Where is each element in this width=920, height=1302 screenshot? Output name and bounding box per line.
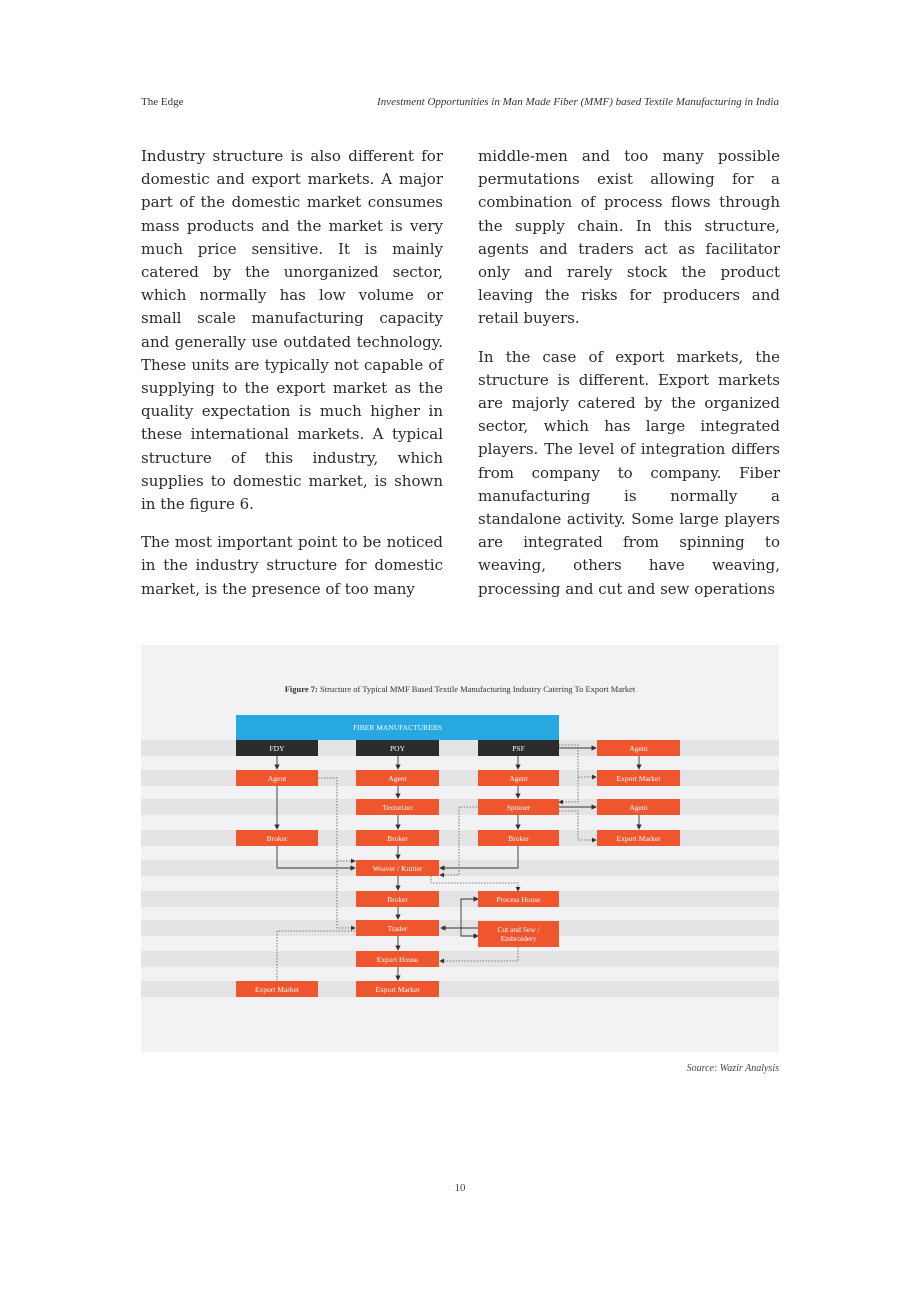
poy-broker-box: Broker <box>356 830 439 846</box>
right-paragraph-1: middle-men and too many possible permutations exist allowing for a combination of process flows through the supply chain. In this structure, agents and traders act as facilitator only and rarely stock the product leaving the risks for producers and retail buyers. <box>478 147 780 328</box>
trader-box: Trader <box>356 920 439 936</box>
figure-7 <box>141 645 779 1052</box>
fdy-agent-box: Agent <box>236 770 318 786</box>
page-number: 10 <box>454 1182 466 1194</box>
right-agent-1-box: Agent <box>597 740 680 756</box>
left-paragraph-1: Industry structure is also different for domestic and export markets. A major part of the domestic market consumes mass products and the market is very much price sensitive. It is mainly catered by the unorganized sector, which normally has low volume or small scale manufacturing capacity and generally use outdated technology. These units are typically not capable of supplying to the export market as the quality expectation is much higher in these international markets. A typical structure of this industry, which supplies to domestic market, is shown in the figure 6. <box>141 147 443 514</box>
fiber-manufacturers-box: FIBER MANUFACTURERS <box>236 715 559 740</box>
mid-broker-box: Broker <box>356 891 439 907</box>
poy-box: POY <box>356 740 439 756</box>
weaver-knitter-box: Weaver / Knitter <box>356 860 439 876</box>
export-house-box: Export House <box>356 951 439 967</box>
spinner-box: Spinner <box>478 799 559 815</box>
fdy-broker-box: Broker <box>236 830 318 846</box>
figure-title: Figure 7: Structure of Typical MMF Based Textile Manufacturing Industry Catering To Export Market <box>284 684 636 694</box>
psf-box: PSF <box>478 740 559 756</box>
poy-agent-box: Agent <box>356 770 439 786</box>
fdy-export-market-box: Export Market <box>236 981 318 997</box>
right-export-market-1-box: Export Market <box>597 770 680 786</box>
texturizer-box: Texturizer <box>356 799 439 815</box>
right-paragraph-2: In the case of export markets, the structure is different. Export markets are majorly catered by the organized sector, which has large integrated players. The level of integration differs from company to company. Fiber manufacturing is normally a standalone activity. Some large players are integrated from spinning to weaving, others have weaving, processing and cut and sew operations <box>478 347 780 598</box>
cut-and-sew-box: Cut and Sew / Embroidery <box>478 921 559 947</box>
psf-agent-box: Agent <box>478 770 559 786</box>
right-agent-2-box: Agent <box>597 799 680 815</box>
header-left: The Edge <box>141 96 184 108</box>
right-export-market-2-box: Export Market <box>597 830 680 846</box>
header-right: Investment Opportunities in Man Made Fiber (MMF) based Textile Manufacturing in India <box>377 96 779 108</box>
figure-source: Source: Wazir Analysis <box>686 1063 779 1074</box>
process-house-box: Process House <box>478 891 559 907</box>
right-column <box>478 145 780 616</box>
left-paragraph-2: The most important point to be noticed in the industry structure for domestic market, is the presence of too many <box>141 533 443 598</box>
psf-broker-box: Broker <box>478 830 559 846</box>
mid-export-market-box: Export Market <box>356 981 439 997</box>
left-column <box>141 145 443 616</box>
fdy-box: FDY <box>236 740 318 756</box>
